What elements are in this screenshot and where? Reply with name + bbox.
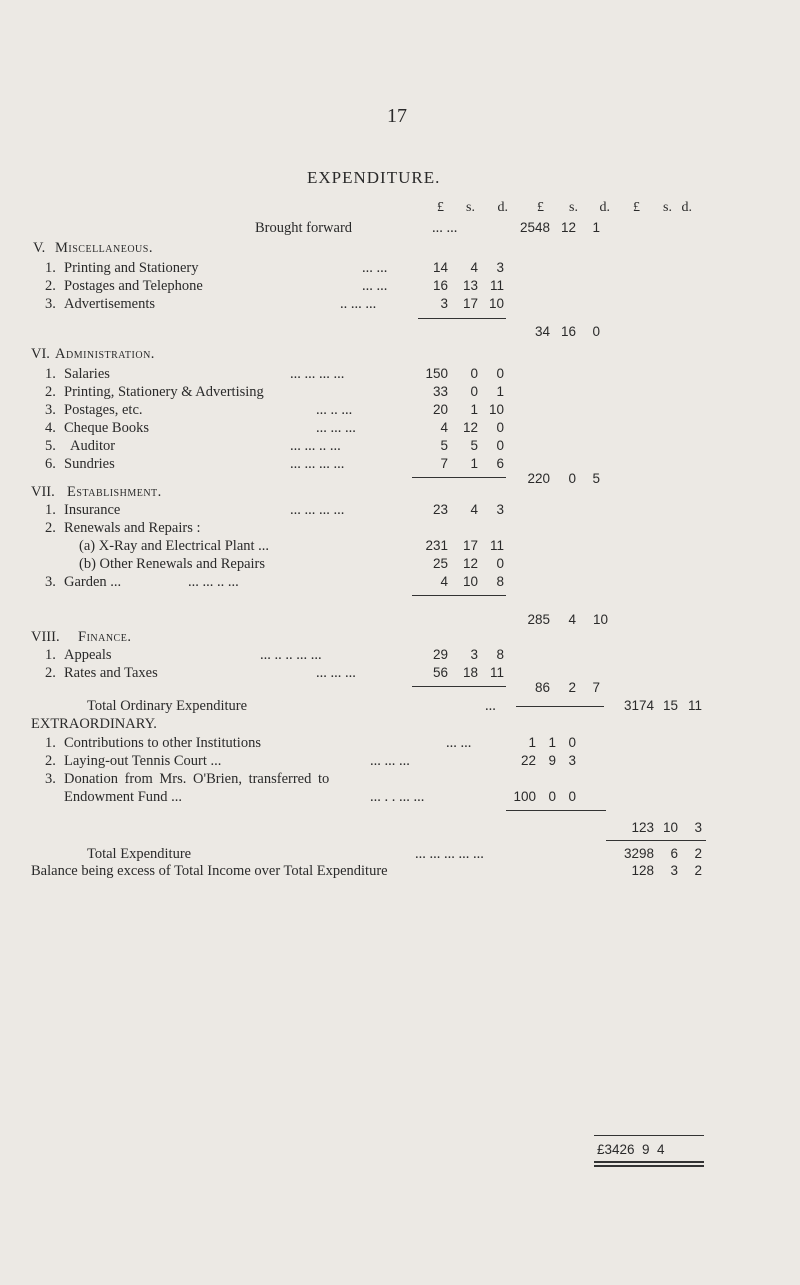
item-pence: 1	[496, 384, 504, 399]
item-pounds: 14	[432, 260, 448, 275]
item-shillings: 13	[462, 278, 478, 293]
col1-shillings-header: s.	[466, 200, 475, 215]
item-shillings: 9	[548, 753, 556, 768]
item-leader: ... ... ...	[370, 753, 410, 769]
grand-total-top-rule	[594, 1135, 704, 1136]
item-leader: ... ... ... ...	[290, 502, 345, 518]
subtotal-rule	[412, 595, 506, 596]
item-pounds: 231	[425, 538, 448, 553]
subtotal-rule	[418, 318, 506, 319]
item-label: Postages, etc.	[64, 402, 143, 418]
item-pounds: 33	[432, 384, 448, 399]
item-number: 3.	[45, 296, 56, 312]
subtotal-pence: 3	[694, 820, 702, 835]
total-ordinary-rule	[516, 706, 604, 707]
col3-shillings-header: s.	[663, 200, 672, 215]
item-pence: 6	[496, 456, 504, 471]
item-pence: 3	[568, 753, 576, 768]
item-shillings: 5	[470, 438, 478, 453]
item-number: 1.	[45, 735, 56, 751]
item-pounds: 1	[528, 735, 536, 750]
col2-pounds-header: £	[537, 200, 544, 215]
item-shillings: 4	[470, 260, 478, 275]
item-shillings: 0	[548, 789, 556, 804]
item-pounds: 4	[440, 574, 448, 589]
subtotal-pounds: 285	[527, 612, 550, 627]
item-number: 2.	[45, 520, 56, 536]
item-pounds: 5	[440, 438, 448, 453]
item-label: Contributions to other Institutions	[64, 735, 261, 751]
item-label: Printing and Stationery	[64, 260, 199, 276]
subtotal-rule	[506, 810, 606, 811]
item-leader: ... ...	[362, 278, 388, 294]
item-label: Rates and Taxes	[64, 665, 158, 681]
total-expenditure-shillings: 6	[670, 846, 678, 861]
subtotal-pence: 5	[592, 471, 600, 486]
brought-forward-pence: 1	[592, 220, 600, 235]
item-pence: 0	[568, 735, 576, 750]
subtotal-shillings: 10	[662, 820, 678, 835]
subtotal-pence: 10	[592, 612, 608, 627]
section-heading: Establishment.	[67, 484, 162, 500]
item-number: 6.	[45, 456, 56, 472]
item-pence: 3	[496, 260, 504, 275]
col1-pence-header: d.	[497, 200, 508, 215]
brought-forward-leader: ... ...	[432, 220, 458, 236]
item-label: Insurance	[64, 502, 121, 518]
subtotal-shillings: 4	[568, 612, 576, 627]
column-headers	[0, 200, 800, 220]
item-number: 1.	[45, 647, 56, 663]
item-number: 3.	[45, 771, 56, 787]
col3-pounds-header: £	[633, 200, 640, 215]
item-pence: 10	[488, 402, 504, 417]
item-pence: 0	[496, 438, 504, 453]
item-pence: 11	[489, 278, 504, 293]
item-pence: 0	[496, 366, 504, 381]
item-pounds: 3	[440, 296, 448, 311]
item-leader: ... ... ... ...	[290, 456, 345, 472]
section-number: VII.	[31, 484, 55, 500]
subtotal-rule	[606, 840, 706, 841]
item-pence: 8	[496, 647, 504, 662]
item-label: Postages and Telephone	[64, 278, 203, 294]
subtotal-rule	[412, 477, 506, 478]
item-pounds: 20	[432, 402, 448, 417]
subtotal-pence: 0	[592, 324, 600, 339]
subtotal-rule	[412, 686, 506, 687]
total-ordinary-label: Total Ordinary Expenditure	[87, 698, 248, 714]
col2-pence-header: d.	[599, 200, 610, 215]
item-label: Cheque Books	[64, 420, 149, 436]
item-label: Sundries	[64, 456, 115, 472]
subtotal-pounds: 86	[534, 680, 550, 695]
item-leader: ... .. ...	[316, 402, 353, 418]
item-shillings: 10	[462, 574, 478, 589]
item-leader: ... ... ... ...	[290, 366, 345, 382]
col2-shillings-header: s.	[569, 200, 578, 215]
item-number: 1.	[45, 260, 56, 276]
item-number: 3.	[45, 574, 56, 590]
item-pounds: 25	[432, 556, 448, 571]
item-shillings: 3	[470, 647, 478, 662]
item-label: (b) Other Renewals and Repairs	[79, 556, 266, 572]
item-number: 1.	[45, 502, 56, 518]
item-leader: ... ... ...	[316, 420, 356, 436]
total-ordinary-shillings: 15	[662, 698, 678, 713]
grand-total-rule-2	[594, 1165, 704, 1167]
balance-pounds: 128	[631, 863, 654, 878]
item-label: Printing, Stationery & Advertising	[64, 384, 264, 400]
item-pounds: 4	[440, 420, 448, 435]
section-number: VI.	[31, 346, 50, 362]
item-pence: 0	[496, 556, 504, 571]
item-pounds: 56	[432, 665, 448, 680]
total-ordinary-pounds: 3174	[623, 698, 654, 713]
balance-shillings: 3	[670, 863, 678, 878]
item-label: Appeals	[64, 647, 112, 663]
item-label: Laying-out Tennis Court ...	[64, 753, 222, 769]
item-number: 4.	[45, 420, 56, 436]
item-shillings: 18	[462, 665, 478, 680]
item-label: Auditor	[70, 438, 116, 454]
item-pounds: 23	[432, 502, 448, 517]
item-label: Advertisements	[64, 296, 156, 312]
item-pounds: 22	[520, 753, 536, 768]
item-number: 2.	[45, 384, 56, 400]
col1-pounds-header: £	[437, 200, 444, 215]
item-pounds: 100	[513, 789, 536, 804]
item-pence: 11	[489, 665, 504, 680]
col3-pence-header: d.	[681, 200, 692, 215]
item-shillings: 4	[470, 502, 478, 517]
item-leader: .. ... ...	[340, 296, 377, 312]
section-number: V.	[33, 240, 46, 256]
subtotal-pounds: 220	[527, 471, 550, 486]
item-leader: ... ...	[446, 735, 472, 751]
item-shillings: 17	[462, 538, 478, 553]
item-pence: 11	[489, 538, 504, 553]
subtotal-pence: 7	[592, 680, 600, 695]
item-shillings: 0	[470, 384, 478, 399]
section-heading: EXTRAORDINARY.	[31, 716, 157, 732]
item-number: 2.	[45, 278, 56, 294]
total-ordinary-pence: 11	[687, 698, 702, 713]
item-pence: 0	[496, 420, 504, 435]
total-ordinary-leader: ...	[485, 698, 496, 714]
item-label: (a) X-Ray and Electrical Plant ...	[79, 538, 270, 554]
grand-total-rule-1	[594, 1161, 704, 1163]
item-leader: ... ...	[362, 260, 388, 276]
section-heading: Finance.	[78, 629, 132, 645]
page-title: EXPENDITURE.	[307, 168, 441, 187]
total-expenditure-pounds: 3298	[623, 846, 654, 861]
item-pence: 8	[496, 574, 504, 589]
item-pounds: 16	[432, 278, 448, 293]
item-label: Garden ...	[64, 574, 122, 590]
item-pounds: 150	[425, 366, 448, 381]
brought-forward-label: Brought forward	[255, 220, 353, 236]
item-pence: 3	[496, 502, 504, 517]
section-number: VIII.	[31, 629, 60, 645]
brought-forward-pounds: 2548	[519, 220, 550, 235]
item-leader: ... ... ...	[316, 665, 356, 681]
item-shillings: 17	[462, 296, 478, 311]
item-shillings: 1	[470, 402, 478, 417]
subtotal-shillings: 16	[560, 324, 576, 339]
item-label: Donation from Mrs. O'Brien, transferred to	[64, 771, 330, 787]
item-number: 1.	[45, 366, 56, 382]
item-shillings: 12	[462, 420, 478, 435]
item-pence: 10	[488, 296, 504, 311]
item-number: 3.	[45, 402, 56, 418]
balance-label: Balance being excess of Total Income over Total Expenditure	[31, 863, 388, 879]
item-leader: ... . . ... ...	[370, 789, 425, 805]
total-expenditure-label: Total Expenditure	[87, 846, 192, 862]
subtotal-pounds: 34	[534, 324, 550, 339]
item-number: 2.	[45, 753, 56, 769]
item-leader: ... ... .. ...	[290, 438, 341, 454]
item-leader: ... .. .. ... ...	[260, 647, 322, 663]
item-number: 5.	[45, 438, 56, 454]
item-pounds: 7	[440, 456, 448, 471]
item-number: 2.	[45, 665, 56, 681]
subtotal-shillings: 0	[568, 471, 576, 486]
total-expenditure-leader: ... ... ... ... ...	[415, 846, 484, 862]
item-shillings: 1	[548, 735, 556, 750]
item-shillings: 0	[470, 366, 478, 381]
subtotal-shillings: 2	[568, 680, 576, 695]
brought-forward-shillings: 12	[560, 220, 576, 235]
grand-total-value: £3426 9 4	[597, 1142, 665, 1157]
subtotal-pounds: 123	[631, 820, 654, 835]
item-pence: 0	[568, 789, 576, 804]
item-shillings: 12	[462, 556, 478, 571]
section-heading: Administration.	[55, 346, 155, 362]
balance-pence: 2	[694, 863, 702, 878]
item-pounds: 29	[432, 647, 448, 662]
section-heading: Miscellaneous.	[55, 240, 153, 256]
item-label: Renewals and Repairs :	[64, 520, 201, 536]
item-shillings: 1	[470, 456, 478, 471]
item-label: Endowment Fund ...	[64, 789, 183, 805]
item-leader: ... ... .. ...	[188, 574, 239, 590]
item-label: Salaries	[64, 366, 110, 382]
total-expenditure-pence: 2	[694, 846, 702, 861]
page-number: 17	[387, 105, 407, 127]
